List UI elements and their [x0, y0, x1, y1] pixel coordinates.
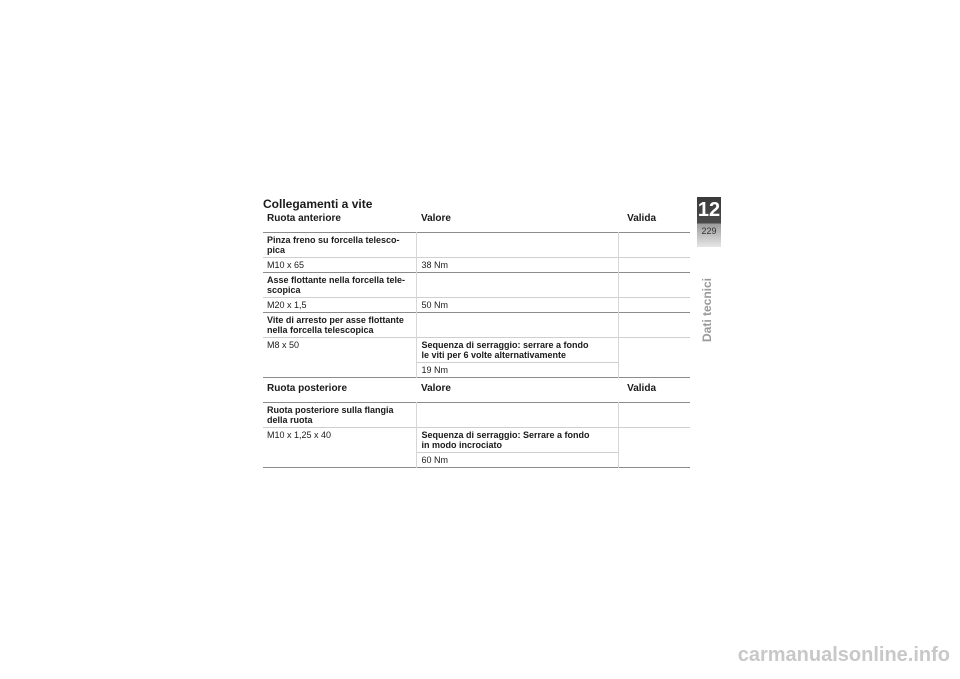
row-size: M8 x 50 [267, 340, 300, 350]
row-label: Asse flottante nella forcella tele- scopica [267, 275, 406, 295]
header-rear-wheel: Ruota posteriore [267, 383, 348, 394]
header-value: Valore [420, 383, 451, 394]
watermark: carmanualsonline.info [737, 644, 950, 666]
header-valid: Valida [627, 213, 656, 224]
table-row [263, 403, 690, 428]
row-value: 50 Nm [417, 298, 618, 313]
row-size: M10 x 1,25 x 40 [267, 430, 332, 440]
row-label: Vite di arresto per asse flottante nella forcella telescopica [267, 315, 404, 335]
section-title: Collegamenti a vite [263, 197, 373, 211]
table-row [263, 338, 690, 363]
header-valid: Valida [627, 383, 656, 394]
row-sequence: Sequenza di serraggio: serrare a fondo le viti per 6 volte alternativamente [417, 338, 618, 363]
header-front-wheel: Ruota anteriore [267, 213, 341, 224]
chapter-number: 12 [697, 199, 721, 221]
header-value: Valore [420, 213, 451, 224]
table-row [263, 298, 690, 313]
row-sequence: Sequenza di serraggio: Serrare a fondo in modo incrociato [417, 428, 618, 453]
table-row [263, 233, 690, 258]
chapter-label: Dati tecnici [700, 277, 714, 342]
table-row [263, 428, 690, 453]
front-wheel-table [263, 209, 690, 378]
table-row [263, 258, 690, 273]
rear-wheel-table [263, 379, 690, 468]
chapter-tab [697, 197, 721, 247]
table-header-row [263, 209, 690, 233]
row-label: Pinza freno su forcella telesco- pica [267, 235, 400, 255]
row-value: 38 Nm [417, 258, 618, 273]
row-label: Ruota posteriore sulla flangia della ruota [267, 405, 394, 425]
table-row [263, 313, 690, 338]
table-header-row [263, 379, 690, 403]
row-value: 19 Nm [417, 363, 618, 378]
row-size: M10 x 65 [267, 260, 305, 270]
table-row [263, 273, 690, 298]
row-size: M20 x 1,5 [267, 300, 307, 310]
row-value: 60 Nm [417, 453, 618, 468]
page-number: 229 [701, 226, 717, 236]
